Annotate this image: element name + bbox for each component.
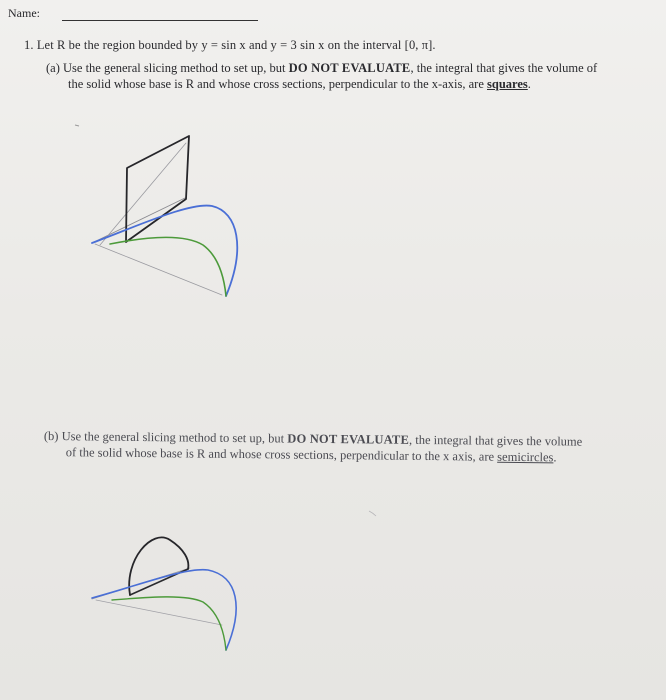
part-b-marker: (b): [43, 428, 59, 444]
question-number: 1.: [24, 38, 34, 52]
stray-mark: [75, 125, 79, 126]
sketch-a-axis-line: [92, 198, 185, 243]
part-b-do-not-evaluate: DO NOT EVALUATE: [287, 431, 410, 447]
sketch-a-axis-line-2: [95, 244, 222, 295]
sketch-a-lower-curve: [110, 237, 226, 296]
sketch-b-semicircle: [129, 537, 188, 595]
question-text: Let R be the region bounded by y = sin x and y = 3 sin x on the interval [0, π].: [36, 38, 436, 52]
part-a-do-not-evaluate: DO NOT EVALUATE: [288, 61, 411, 75]
part-a-text-before: Use the general slicing method to set up, but: [63, 61, 286, 75]
sketch-b-axis-line-2: [96, 600, 222, 625]
name-label: Name:: [8, 6, 40, 20]
part-b-text-before: Use the general slicing method to set up, but: [61, 429, 285, 446]
part-b-end: .: [553, 450, 557, 465]
part-a-shape: squares: [487, 77, 528, 91]
part-a-text-after: , the integral that gives the volume of the solid whose base is R and whose cross sections, perpendicular to the x-axis, are: [68, 61, 598, 91]
part-a-marker: (a): [46, 61, 60, 75]
stray-mark-2: [369, 511, 376, 516]
sketch-b-upper-curve: [92, 570, 236, 650]
part-a-end: .: [527, 77, 531, 91]
part-b-shape: semicircles: [497, 449, 554, 465]
sketch-b-lower-curve: [112, 597, 226, 650]
part-b-text-after: , the integral that gives the volume of the solid whose base is R and whose cross sections, perpendicular to the x axis, are: [65, 432, 583, 464]
sketch-a-upper-curve: [92, 206, 237, 296]
